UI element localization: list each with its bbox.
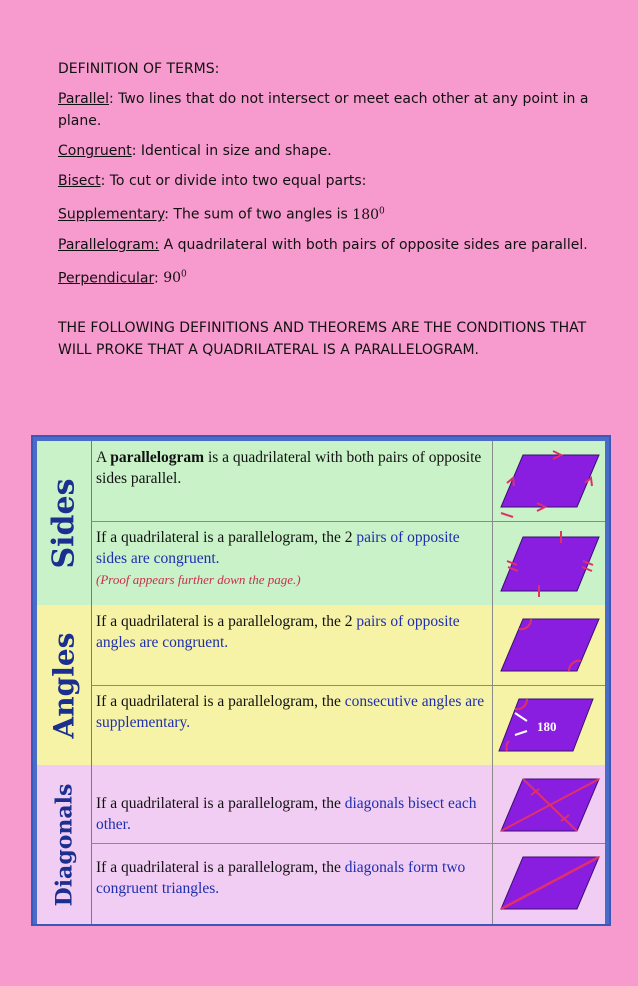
theorem-row: [91, 521, 605, 605]
document-body: [58, 58, 598, 369]
theorem-text: If a quadrilateral is a parallelogram, the diagonals bisect each other.: [91, 765, 493, 843]
theorem-row: [91, 605, 605, 686]
category-row-angles: [37, 605, 605, 766]
category-label: Sides: [46, 477, 82, 569]
arrow-line: [501, 513, 513, 517]
parallelogram-figure: [493, 605, 605, 685]
theorem-text: If a quadrilateral is a parallelogram, the 2 pairs of opposite sides are congruent. (Proof appears further down the page.): [91, 521, 493, 605]
definition-congruent: Congruent: Identical in size and shape.: [58, 143, 332, 159]
parallelogram-supplementary-angles-icon: [493, 685, 605, 765]
parallelogram-shape: [501, 619, 599, 671]
parallelogram-bisected-diagonals-icon: [493, 765, 605, 843]
parallelogram-congruent-angles-icon: [493, 605, 605, 685]
theorem-text: If a quadrilateral is a parallelogram, the diagonals form two congruent triangles.: [91, 843, 493, 924]
math-value: $180^0$: [352, 206, 385, 223]
definition-bisect: Bisect: To cut or divide into two equal parts:: [58, 173, 367, 189]
parallelogram-diagonal-triangles-icon: [493, 843, 605, 924]
theorem-text: If a quadrilateral is a parallelogram, the 2 pairs of opposite angles are congruent.: [91, 605, 493, 685]
theorem-row: [91, 685, 605, 765]
parallelogram-figure: [493, 685, 605, 765]
theorems-table: [31, 435, 611, 926]
theorem-row: [91, 843, 605, 924]
parallelogram-parallel-arrows-icon: [493, 441, 605, 521]
definition-supplementary: Supplementary: The sum of two angles is $180^0$: [58, 206, 385, 223]
theorem-row: [91, 441, 605, 522]
theorem-text: If a quadrilateral is a parallelogram, the consecutive angles are supplementary.: [91, 685, 493, 765]
parallelogram-congruent-sides-icon: [493, 521, 605, 605]
category-row-sides: [37, 441, 605, 606]
figure-label: 180: [537, 719, 557, 734]
parallelogram-figure: [493, 441, 605, 521]
category-row-diagonals: [37, 765, 605, 924]
category-label-cell: [37, 441, 92, 605]
doc-title: DEFINITION OF TERMS:: [58, 61, 220, 77]
category-label: Diagonals: [51, 783, 77, 906]
theorem-row: [91, 765, 605, 844]
definition-parallelogram: Parallelogram: A quadrilateral with both pairs of opposite sides are parallel.: [58, 236, 588, 253]
parallelogram-figure: [493, 843, 605, 924]
term: Supplementary: [58, 206, 165, 223]
term: Parallelogram:: [58, 236, 160, 253]
term: Perpendicular: [58, 270, 155, 287]
math-value: $90^0$: [163, 269, 187, 287]
term: Parallel: [58, 91, 110, 107]
category-label: Angles: [47, 632, 81, 738]
category-label-cell: [37, 605, 92, 765]
intro-paragraph: THE FOLLOWING DEFINITIONS AND THEOREMS ARE THE CONDITIONS THAT WILL PROKE THAT A QUADRILATERAL IS A PARALLELOGRAM.: [58, 320, 587, 359]
definition-parallel: Parallel: Two lines that do not intersect or meet each other at any point in a plane.: [58, 91, 589, 129]
term: Congruent: [58, 143, 132, 159]
parallelogram-shape: [501, 455, 599, 507]
parallelogram-figure: [493, 521, 605, 605]
theorem-text: A parallelogram is a quadrilateral with both pairs of opposite sides parallel.: [91, 441, 493, 521]
category-label-cell: [37, 765, 92, 924]
term: Bisect: [58, 173, 101, 189]
parallelogram-figure: [493, 765, 605, 843]
definition-perpendicular: Perpendicular: $90^0$: [58, 269, 187, 287]
